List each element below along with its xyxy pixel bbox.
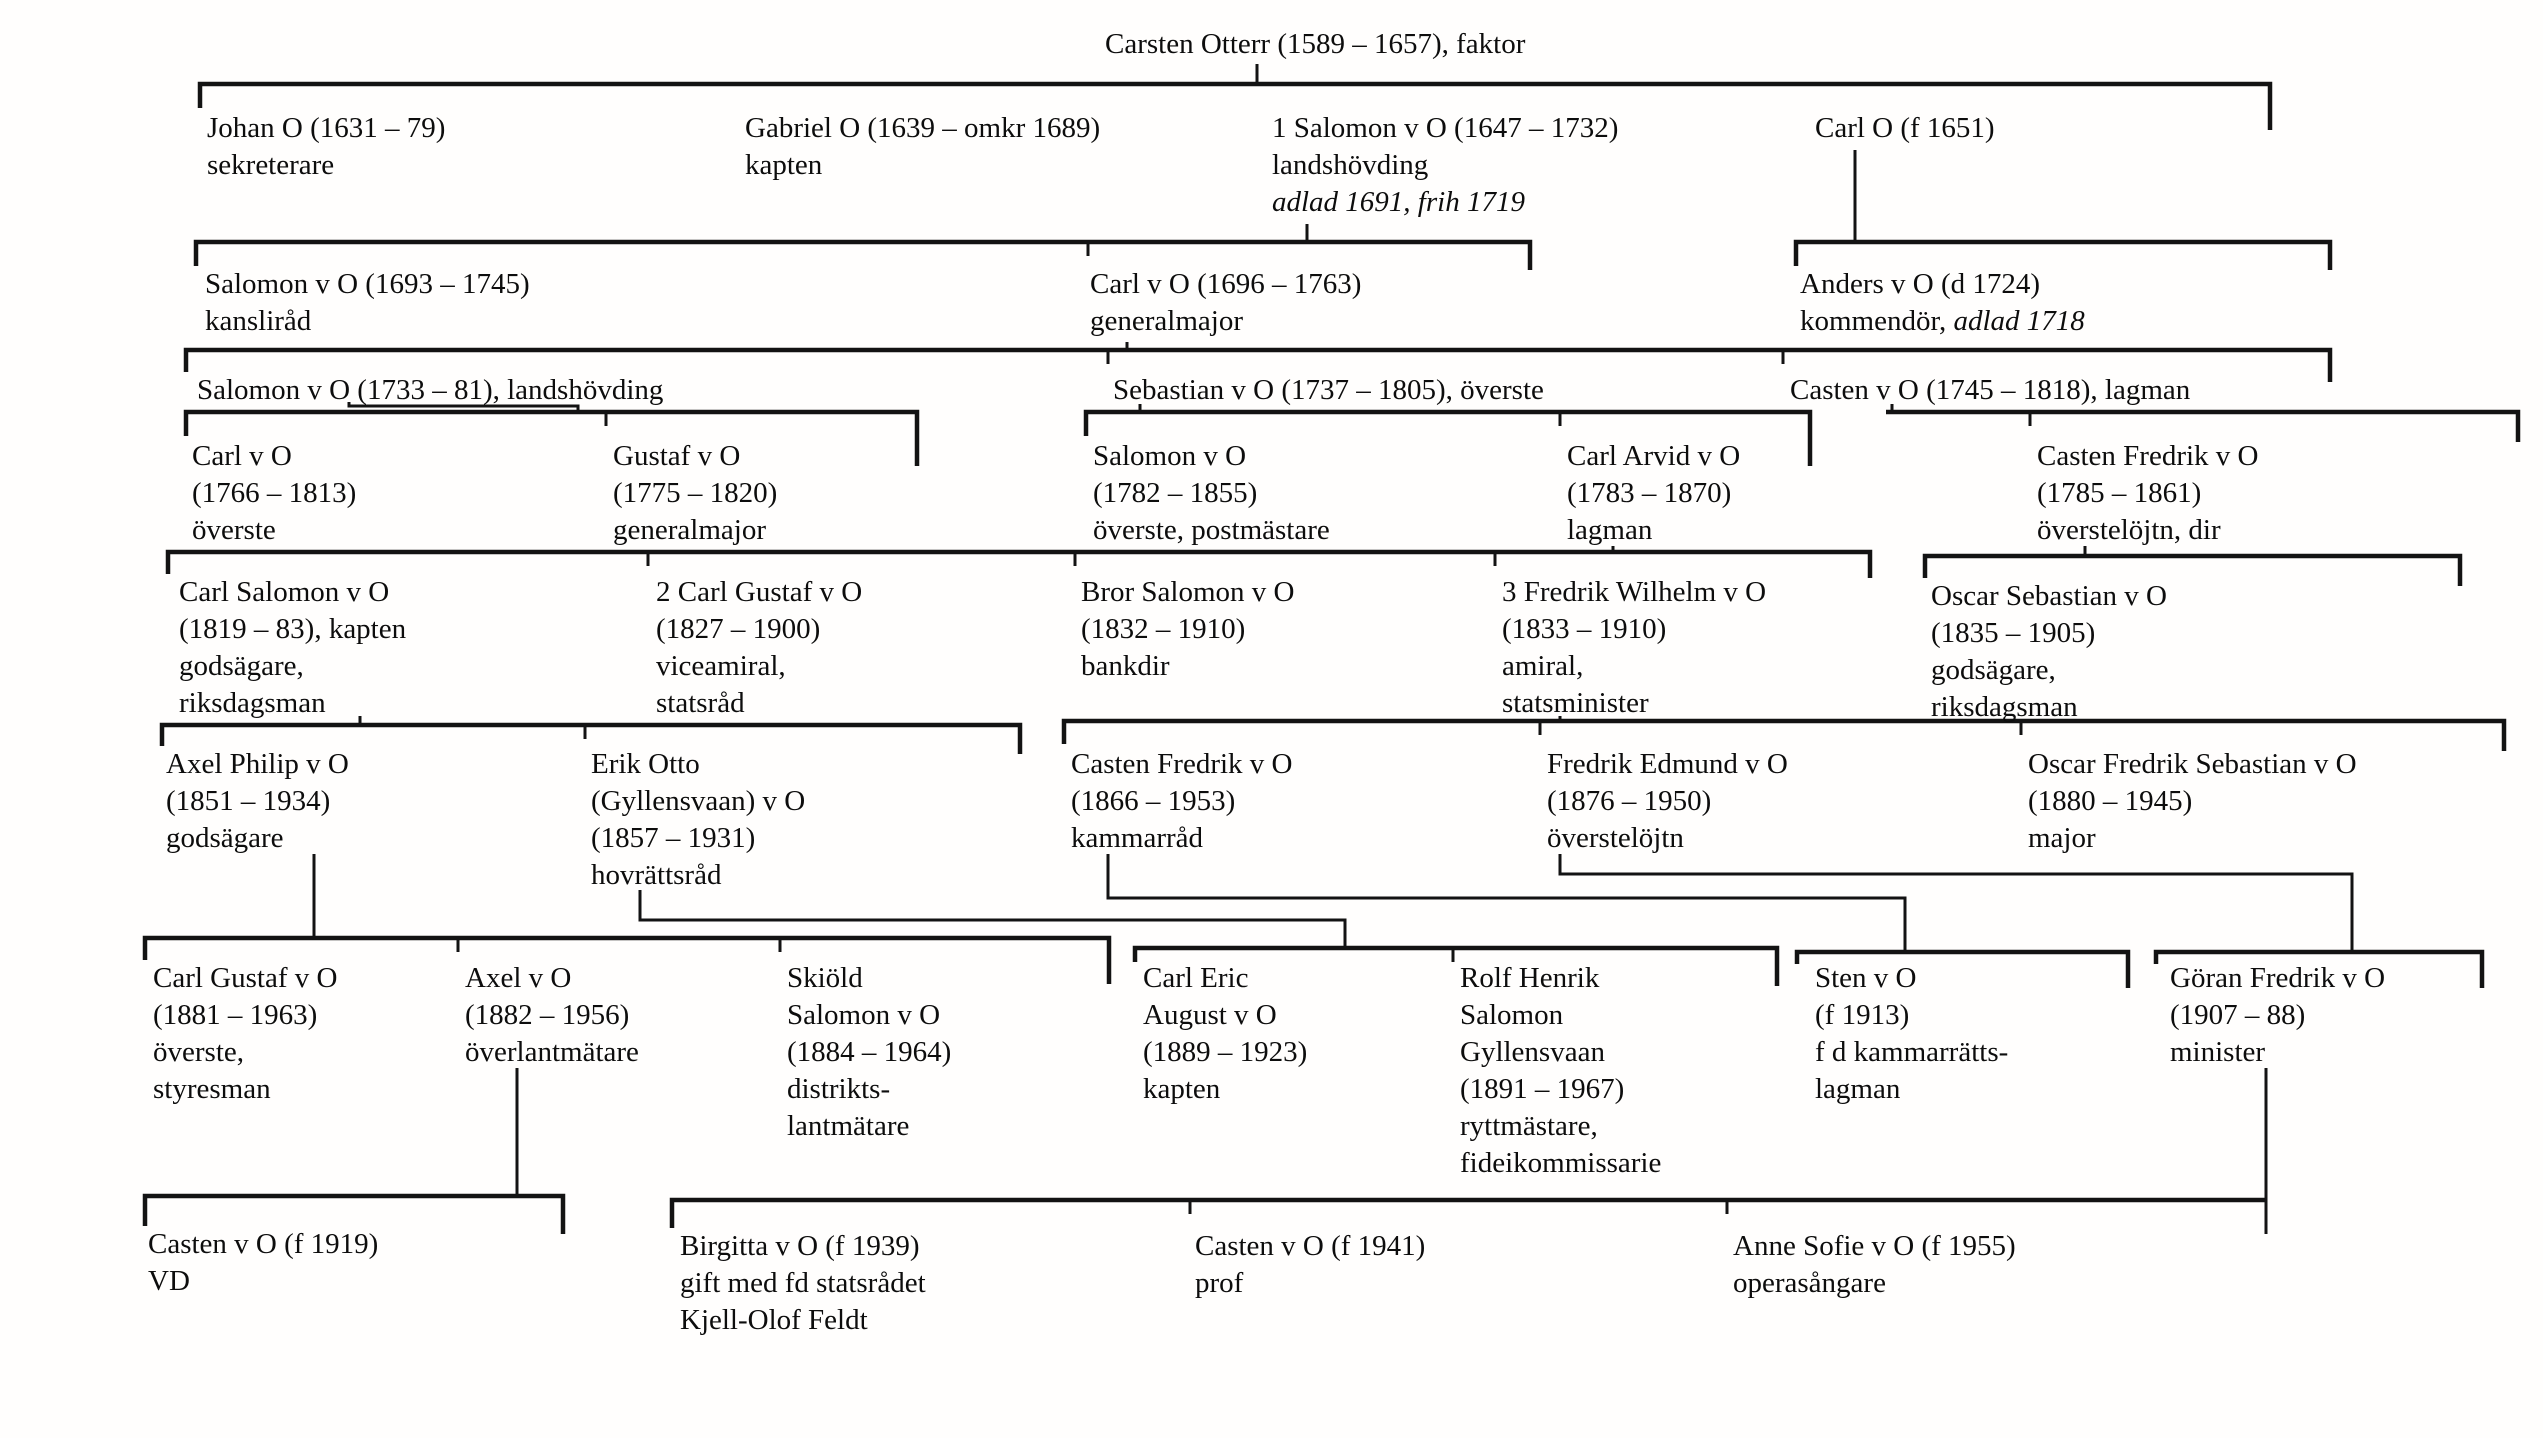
person-line: överlantmätare <box>465 1036 639 1068</box>
person-sten <box>1815 960 2008 1108</box>
person-line: Carl Gustaf v O <box>153 962 338 994</box>
person-castenfredrik1785 <box>2037 438 2259 549</box>
person-line: landshövding <box>1272 149 1429 181</box>
person-line: (1833 – 1910) <box>1502 613 1667 645</box>
person-line: (1889 – 1923) <box>1143 1036 1308 1068</box>
person-line: Kjell-Olof Feldt <box>680 1304 868 1336</box>
person-line: kommendör, adlad 1718 <box>1800 305 2085 337</box>
person-line: 3 Fredrik Wilhelm v O <box>1502 576 1767 608</box>
person-line: (1785 – 1861) <box>2037 477 2202 509</box>
person-line: (1866 – 1953) <box>1071 785 1236 817</box>
person-anders <box>1800 266 2085 340</box>
person-casten1941 <box>1195 1228 1425 1302</box>
person-line: bankdir <box>1081 650 1170 682</box>
person-line: Casten v O (f 1919) <box>148 1228 379 1260</box>
person-line: generalmajor <box>1090 305 1243 337</box>
person-birgitta <box>680 1228 926 1339</box>
person-axel1882 <box>465 960 639 1071</box>
person-line: Anne Sofie v O (f 1955) <box>1733 1230 2016 1262</box>
person-line: Oscar Fredrik Sebastian v O <box>2028 748 2357 780</box>
connector <box>1108 854 1905 952</box>
person-line: Carl Eric <box>1143 962 1249 994</box>
person-line: gift med fd statsrådet <box>680 1267 926 1299</box>
person-line: Gustaf v O <box>613 440 741 472</box>
person-oscarsebastian <box>1931 578 2167 726</box>
person-line: överste, <box>153 1036 244 1068</box>
person-line: överstelöjtn, dir <box>2037 514 2221 546</box>
person-line: adlad 1691, frih 1719 <box>1272 186 1525 218</box>
person-line: (1775 – 1820) <box>613 477 778 509</box>
person-gabriel <box>745 110 1100 184</box>
person-line: kapten <box>745 149 823 181</box>
person-carl1696 <box>1090 266 1361 340</box>
person-line: Fredrik Edmund v O <box>1547 748 1788 780</box>
person-carl1766 <box>192 438 356 549</box>
person-line: lantmätare <box>787 1110 910 1142</box>
person-line: (1819 – 83), kapten <box>179 613 407 645</box>
person-line: (1783 – 1870) <box>1567 477 1732 509</box>
person-line: (Gyllensvaan) v O <box>591 785 806 817</box>
person-fredrikedmund <box>1547 746 1788 857</box>
person-line: 2 Carl Gustaf v O <box>656 576 863 608</box>
person-line: major <box>2028 822 2096 854</box>
person-line: godsägare <box>166 822 284 854</box>
person-line: Birgitta v O (f 1939) <box>680 1230 920 1262</box>
person-line: Oscar Sebastian v O <box>1931 580 2167 612</box>
person-line: Axel Philip v O <box>166 748 349 780</box>
person-line: minister <box>2170 1036 2266 1068</box>
person-line: Salomon v O (1693 – 1745) <box>205 268 530 300</box>
person-line: kammarråd <box>1071 822 1204 854</box>
person-line: Casten Fredrik v O <box>1071 748 1293 780</box>
person-line: Salomon v O <box>787 999 941 1031</box>
person-line: Carl Salomon v O <box>179 576 390 608</box>
person-line: ryttmästare, <box>1460 1110 1598 1142</box>
person-carsten <box>1105 26 1525 63</box>
person-salomon1693 <box>205 266 530 340</box>
person-line: överstelöjtn <box>1547 822 1684 854</box>
person-line: statsråd <box>656 687 745 719</box>
person-line: (1880 – 1945) <box>2028 785 2193 817</box>
person-line: styresman <box>153 1073 271 1105</box>
person-rolfhenrik <box>1460 960 1661 1182</box>
person-casten1745 <box>1790 372 2190 409</box>
person-line: Salomon v O (1733 – 81), landshövding <box>197 374 664 406</box>
person-carlo1651 <box>1815 110 1995 147</box>
person-line: Sebastian v O (1737 – 1805), överste <box>1113 374 1544 406</box>
person-line: (1907 – 88) <box>2170 999 2306 1031</box>
person-line: viceamiral, <box>656 650 786 682</box>
person-line: Carsten Otterr (1589 – 1657), faktor <box>1105 28 1526 60</box>
person-carlarvid <box>1567 438 1740 549</box>
person-line: Axel v O <box>465 962 572 994</box>
person-line: Gyllensvaan <box>1460 1036 1605 1068</box>
person-line: Erik Otto <box>591 748 700 780</box>
person-oscarfredriksebastian <box>2028 746 2357 857</box>
person-annesofie <box>1733 1228 2016 1302</box>
person-salomon1647 <box>1272 110 1618 221</box>
person-johan <box>207 110 445 184</box>
person-line: överste <box>192 514 276 546</box>
person-line: prof <box>1195 1267 1244 1299</box>
person-line: amiral, <box>1502 650 1584 682</box>
person-line: hovrättsråd <box>591 859 722 891</box>
person-line: lagman <box>1567 514 1653 546</box>
person-skiold <box>787 960 951 1145</box>
person-line: Carl v O <box>192 440 292 472</box>
person-line: (1884 – 1964) <box>787 1036 952 1068</box>
person-line: 1 Salomon v O (1647 – 1732) <box>1272 112 1619 144</box>
person-line: distrikts- <box>787 1073 891 1105</box>
person-line: (1766 – 1813) <box>192 477 357 509</box>
person-line: (f 1913) <box>1815 999 1910 1031</box>
person-casten1919 <box>148 1226 378 1300</box>
person-line: riksdagsman <box>1931 691 2078 723</box>
person-erikotto <box>591 746 805 894</box>
person-fredrikwilhelm3 <box>1502 574 1766 722</box>
person-line: f d kammarrätts- <box>1815 1036 2009 1068</box>
connector <box>1560 854 2352 952</box>
person-line: sekreterare <box>207 149 335 181</box>
person-carlgustaf2 <box>656 574 862 722</box>
person-line: godsägare, <box>179 650 304 682</box>
person-line: riksdagsman <box>179 687 326 719</box>
person-line: (1881 – 1963) <box>153 999 318 1031</box>
person-line: (1876 – 1950) <box>1547 785 1712 817</box>
person-line: Carl v O (1696 – 1763) <box>1090 268 1362 300</box>
person-line: Sten v O <box>1815 962 1917 994</box>
person-line: Casten v O (f 1941) <box>1195 1230 1426 1262</box>
person-line: godsägare, <box>1931 654 2056 686</box>
person-line: Carl O (f 1651) <box>1815 112 1995 144</box>
person-carleric <box>1143 960 1307 1108</box>
person-carlsalomon <box>179 574 406 722</box>
person-line: (1827 – 1900) <box>656 613 821 645</box>
person-line: Johan O (1631 – 79) <box>207 112 446 144</box>
person-brorsalomon <box>1081 574 1294 685</box>
person-line: Salomon v O <box>1093 440 1247 472</box>
person-sebastian1737 <box>1113 372 1544 409</box>
person-line: Casten Fredrik v O <box>2037 440 2259 472</box>
person-line: (1832 – 1910) <box>1081 613 1246 645</box>
person-goranfredrik <box>2170 960 2385 1071</box>
person-line: Anders v O (d 1724) <box>1800 268 2041 300</box>
person-line: kansliråd <box>205 305 312 337</box>
person-line: kapten <box>1143 1073 1221 1105</box>
person-line: (1882 – 1956) <box>465 999 630 1031</box>
person-castenfredrik1866 <box>1071 746 1293 857</box>
person-line: August v O <box>1143 999 1277 1031</box>
person-line: lagman <box>1815 1073 1901 1105</box>
person-line: VD <box>148 1265 190 1297</box>
person-line: Bror Salomon v O <box>1081 576 1295 608</box>
person-line: överste, postmästare <box>1093 514 1330 546</box>
connector <box>672 1200 2266 1228</box>
person-line: (1851 – 1934) <box>166 785 331 817</box>
person-line: operasångare <box>1733 1267 1886 1299</box>
person-line: (1891 – 1967) <box>1460 1073 1625 1105</box>
person-line: (1782 – 1855) <box>1093 477 1258 509</box>
person-carlgustaf1881 <box>153 960 337 1108</box>
person-line: Gabriel O (1639 – omkr 1689) <box>745 112 1101 144</box>
person-line: (1857 – 1931) <box>591 822 756 854</box>
person-axelphilip <box>166 746 349 857</box>
person-gustaf1775 <box>613 438 777 549</box>
person-line: (1835 – 1905) <box>1931 617 2096 649</box>
person-line: Carl Arvid v O <box>1567 440 1741 472</box>
person-line: fideikommissarie <box>1460 1147 1662 1179</box>
person-line: Casten v O (1745 – 1818), lagman <box>1790 374 2191 406</box>
person-line: Rolf Henrik <box>1460 962 1600 994</box>
person-salomon1733 <box>197 372 663 409</box>
person-line: statsminister <box>1502 687 1649 719</box>
person-line: generalmajor <box>613 514 766 546</box>
person-line: Skiöld <box>787 962 863 994</box>
person-line: Göran Fredrik v O <box>2170 962 2386 994</box>
person-line: Salomon <box>1460 999 1564 1031</box>
person-salomon1782 <box>1093 438 1330 549</box>
